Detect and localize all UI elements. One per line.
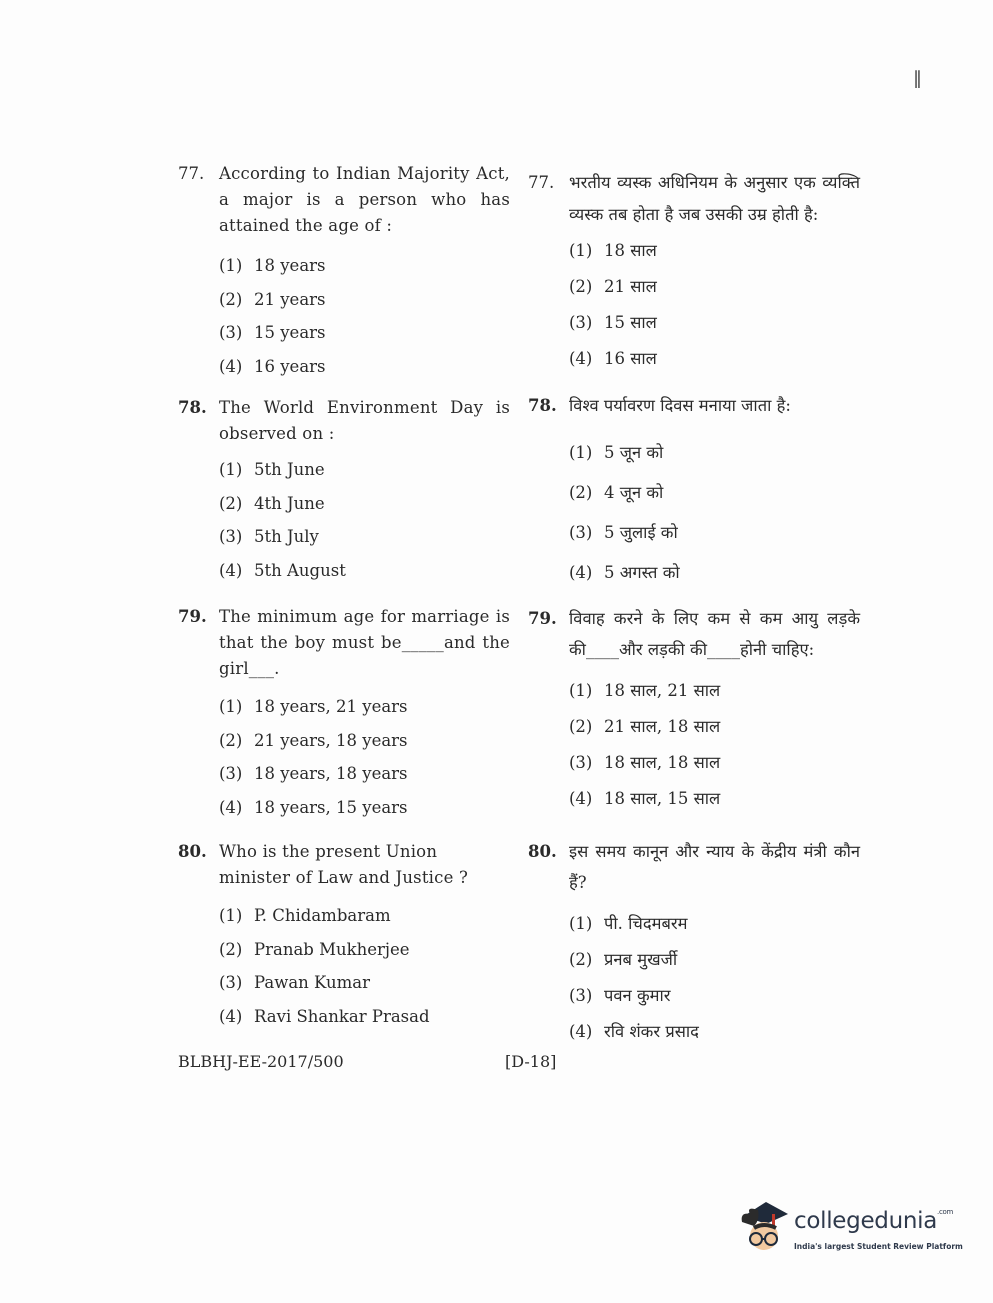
option: (3) 5th July [219,527,319,546]
option: (3) 15 साल [569,313,657,332]
question-text: इस समय कानून और न्याय के केंद्रीय मंत्री कौन हैं? [569,842,860,892]
option: (4) 5th August [219,560,346,580]
option: (1) 18 years [219,256,326,275]
page-number: [D-18] [505,1052,557,1071]
mascot-icon [736,1198,792,1260]
question-text: The World Environment Day is observed on : [219,398,510,443]
question-text: भरतीय व्यस्क अधिनियम के अनुसार एक व्यक्ति व्यस्क तब होता है जब उसकी उम्र होती है: [569,173,860,224]
collegedunia-logo [736,1196,966,1266]
page-mark: ‖ [913,68,922,89]
option: (2) Pranab Mukherjee [219,939,410,959]
option: (1) 5 जून को [569,443,664,462]
question-number: 79. [528,609,557,628]
logo-wordmark: collegedunia$^{.com}$ [794,1208,954,1234]
option: (1) 5th June [219,460,325,479]
option: (1) पी. चिदमबरम [569,914,688,933]
question-number: 80. [528,842,557,861]
option: (1) 18 साल, 21 साल [569,681,721,700]
option: (1) 18 years, 21 years [219,697,408,716]
question-77-hindi [528,167,860,377]
logo-tagline: India's largest Student Review Platform [794,1242,963,1251]
option: (2) 4th June [219,493,325,513]
paper-code: BLBHJ-EE-2017/500 [178,1052,344,1071]
option: (4) 16 years [219,356,326,376]
question-text: According to Indian Majority Act, a major is a person who has attained the age of : [219,164,510,235]
option: (3) पवन कुमार [569,986,671,1005]
question-number: 79. [178,607,207,626]
question-text: विवाह करने के लिए कम से कम आयु लड़के की____और लड़की की____होनी चाहिए: [569,609,860,659]
option: (2) प्रनब मुखर्जी [569,950,678,969]
question-number: 78. [528,396,557,415]
option: (1) 18 साल [569,241,657,260]
question-number: 77. [528,173,555,192]
option: (3) 15 years [219,323,326,342]
option: (4) 5 अगस्त को [569,563,680,582]
option: (2) 4 जून को [569,483,664,502]
question-number: 77. [178,164,205,183]
option: (4) 16 साल [569,349,657,368]
question-80-english [178,839,510,1033]
question-text: Who is the present Union minister of Law and Justice ? [219,842,469,887]
question-80-hindi [528,836,860,1050]
question-78-english [178,395,510,587]
option: (4) 18 साल, 15 साल [569,789,721,808]
question-text: विश्व पर्यावरण दिवस मनाया जाता है: [569,396,791,415]
option: (3) 18 years, 18 years [219,764,408,783]
option: (4) 18 years, 15 years [219,797,408,817]
question-79-hindi [528,603,860,817]
option: (3) 5 जुलाई को [569,523,678,542]
option: (4) रवि शंकर प्रसाद [569,1022,699,1041]
question-number: 80. [178,842,207,861]
option: (1) P. Chidambaram [219,906,391,925]
option: (3) Pawan Kumar [219,973,370,992]
question-79-english [178,604,510,824]
option: (3) 18 साल, 18 साल [569,753,721,772]
option: (2) 21 years [219,289,326,309]
question-77-english [178,161,510,383]
option: (2) 21 साल, 18 साल [569,717,721,736]
option: (2) 21 years, 18 years [219,730,408,750]
question-text: The minimum age for marriage is that the boy must be_____and the girl___. [219,607,510,678]
option: (4) Ravi Shankar Prasad [219,1006,430,1026]
question-78-hindi [528,393,860,593]
question-number: 78. [178,398,207,417]
option: (2) 21 साल [569,277,657,296]
